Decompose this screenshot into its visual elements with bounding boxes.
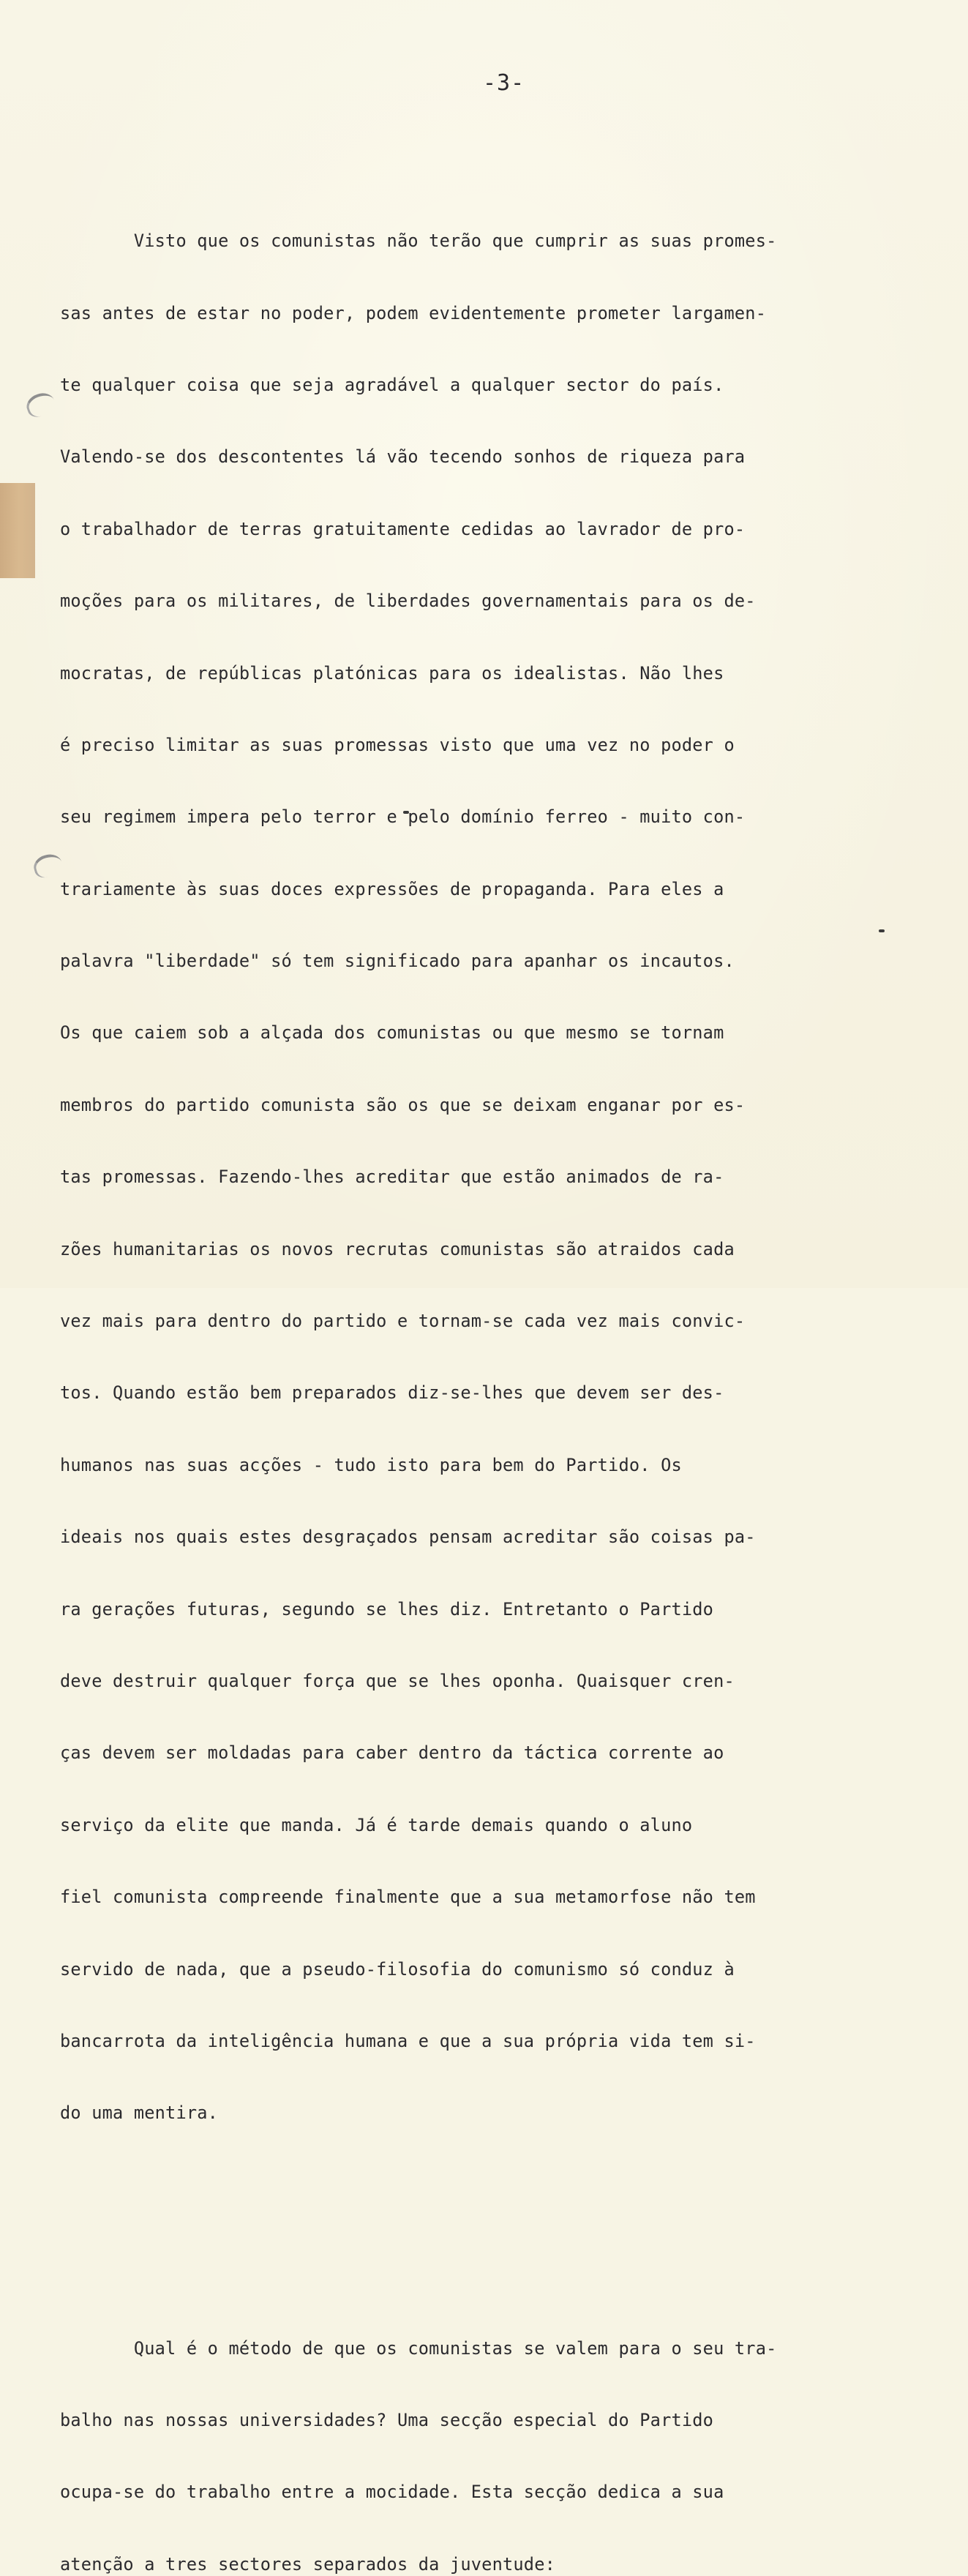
- text-line: tas promessas. Fazendo-lhes acreditar que estão animados de ra-: [60, 1167, 724, 1188]
- text-line: seu regimem impera pelo terror e pelo domínio ferreo - muito con-: [60, 806, 746, 828]
- text-line: ideais nos quais estes desgraçados pensam acreditar são coisas pa-: [60, 1527, 756, 1548]
- text-line: é preciso limitar as suas promessas visto que uma vez no poder o: [60, 734, 735, 755]
- text-line: deve destruir qualquer força que se lhes oponha. Quaisquer cren-: [60, 1671, 735, 1691]
- text-line: vez mais para dentro do partido e tornam-se cada vez mais convic-: [60, 1311, 746, 1332]
- page-number: -3-: [483, 70, 525, 96]
- text-line: atenção a tres sectores separados da juventude:: [60, 2553, 556, 2575]
- text-line: mocratas, de repúblicas platónicas para os idealistas. Não lhes: [60, 662, 724, 684]
- paragraph-2: [60, 2288, 887, 2576]
- paragraph-gap: [60, 2221, 887, 2240]
- text-line: do uma mentira.: [60, 2103, 219, 2124]
- text-line: te qualquer coisa que seja agradável a qualquer sector do país.: [60, 374, 724, 395]
- text-line: o trabalhador de terras gratuitamente cedidas ao lavrador de pro-: [60, 518, 746, 539]
- text-line: zões humanitarias os novos recrutas comunistas são atraidos cada: [60, 1238, 735, 1259]
- body-text: [60, 133, 887, 2576]
- text-line: ra gerações futuras, segundo se lhes diz. Entretanto o Partido: [60, 1598, 714, 1620]
- text-line: servido de nada, que a pseudo-filosofia do comunismo só conduz à: [60, 1958, 735, 1980]
- text-line: ças devem ser moldadas para caber dentro da táctica corrente ao: [60, 1742, 724, 1764]
- text-line: moções para os militares, de liberdades governamentais para os de-: [60, 591, 756, 612]
- text-line: fiel comunista compreende finalmente que a sua metamorfose não tem: [60, 1887, 756, 1908]
- text-line: Valendo-se dos descontentes lá vão tecendo sonhos de riqueza para: [60, 446, 746, 468]
- text-line: serviço da elite que manda. Já é tarde demais quando o aluno: [60, 1814, 693, 1835]
- text-line: Qual é o método de que os comunistas se valem para o seu tra-: [60, 2337, 777, 2359]
- text-line: membros do partido comunista são os que se deixam enganar por es-: [60, 1094, 746, 1115]
- text-line: humanos nas suas acções - tudo isto para bem do Partido. Os: [60, 1454, 682, 1475]
- text-line: bancarrota da inteligência humana e que a sua própria vida tem si-: [60, 2030, 756, 2051]
- text-line: palavra "liberdade" só tem significado para apanhar os incautos.: [60, 951, 735, 972]
- text-line: trariamente às suas doces expressões de propaganda. Para eles a: [60, 878, 724, 899]
- text-line: sas antes de estar no poder, podem evidentemente prometer largamen-: [60, 302, 767, 323]
- text-line: ocupa-se do trabalho entre a mocidade. Esta secção dedica a sua: [60, 2482, 724, 2503]
- paragraph-1: [60, 181, 887, 2174]
- text-line: Visto que os comunistas não terão que cumprir as suas promes-: [60, 231, 777, 252]
- text-line: tos. Quando estão bem preparados diz-se-lhes que devem ser des-: [60, 1382, 724, 1404]
- punch-hole-top: [23, 389, 58, 420]
- text-line: balho nas nossas universidades? Uma secção especial do Partido: [60, 2409, 714, 2430]
- tape-mark: [0, 483, 35, 578]
- text-line: Os que caiem sob a alçada dos comunistas ou que mesmo se tornam: [60, 1022, 724, 1044]
